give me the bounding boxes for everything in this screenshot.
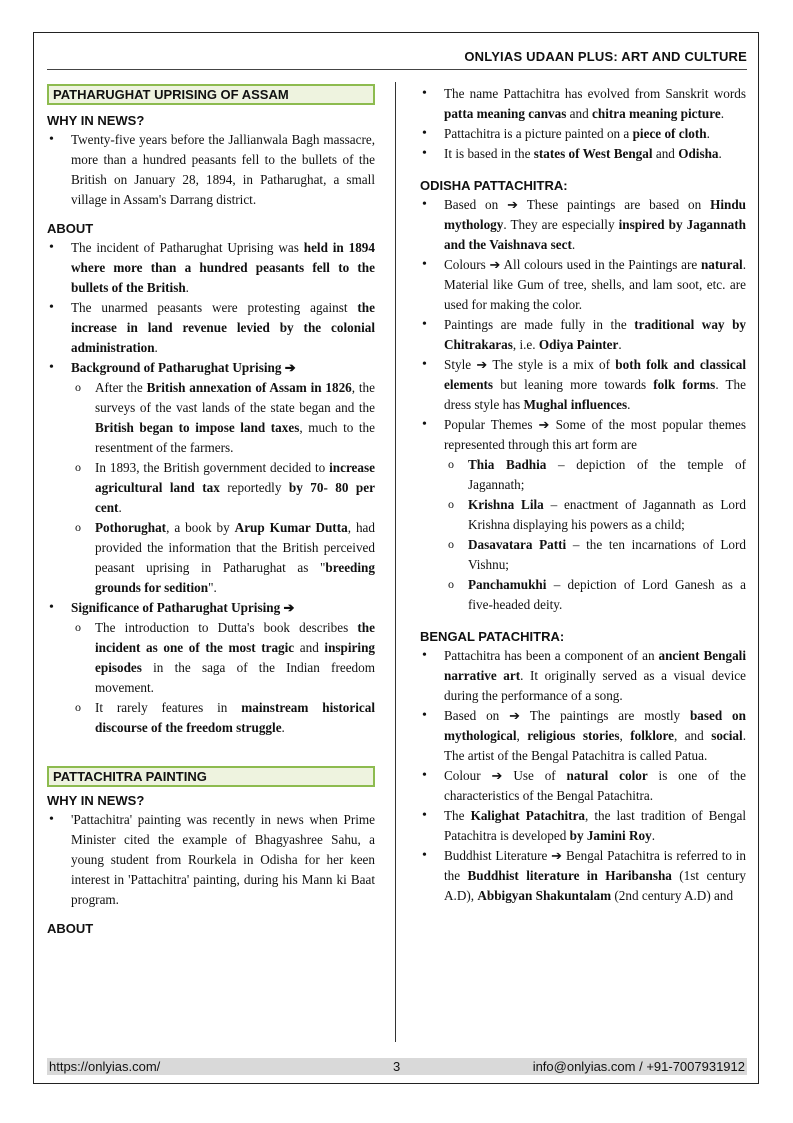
list-item: • Significance of Patharughat Uprising ➔ o The introduction to Dutta's book describes the incident as one of the most tragic and inspiring episodes in the saga of the Indian freedom movement. o It rarely features in mainstream historical discourse of the freedom struggle. [47,598,375,738]
list-item: • Paintings are made fully in the traditional way by Chitrakaras, i.e. Odiya Painter. [420,315,746,355]
list-item: • The unarmed peasants were protesting against the increase in land revenue levied by the colonial administration. [47,298,375,358]
list-item: • 'Pattachitra' painting was recently in news when Prime Minister cited the example of Bhagyashree Sahu, a young student from Rourkela in Odisha for her keen interest in 'Pattachitra' painting, during his Mann ki Baat program. [47,810,375,910]
odisha-heading: ODISHA PATTACHITRA: [420,178,568,193]
list-item: • Pattachitra is a picture painted on a piece of cloth. [420,124,746,144]
sub-list [47,378,375,598]
sub-list-item: o It rarely features in mainstream historical discourse of the freedom struggle. [47,698,375,738]
why-in-news-heading: WHY IN NEWS? [47,793,145,808]
section-title-pattachitra: PATTACHITRA PAINTING [47,766,375,787]
list-item: • Colour ➔ Use of natural color is one of the characteristics of the Bengal Patachitra. [420,766,746,806]
list-item: • Based on ➔ These paintings are based on Hindu mythology. They are especially inspired by Jagannath and the Vaishnava sect. [420,195,746,255]
why-in-news-list [47,810,375,910]
sub-list-item: o In 1893, the British government decided to increase agricultural land tax reportedly by 70- 80 per cent. [47,458,375,518]
list-item: • Style ➔ The style is a mix of both folk and classical elements but leaning more towards folk forms. The dress style has Mughal influences. [420,355,746,415]
bengal-list [420,646,746,906]
why-in-news-heading: WHY IN NEWS? [47,113,145,128]
intro-list [420,84,746,164]
right-column [420,84,746,906]
about-list [47,238,375,738]
sub-list-item: o Panchamukhi – depiction of Lord Ganesh as a five-headed deity. [420,575,746,615]
list-item: • The Kalighat Patachitra, the last tradition of Bengal Patachitra is developed by Jamini Roy. [420,806,746,846]
list-item: • Background of Patharughat Uprising ➔ o After the British annexation of Assam in 1826, the surveys of the vast lands of the state began and the British began to impose land taxes, much to the resentment of the farmers. o In 1893, the British government decided to increase agricultural land tax reportedly by 70- 80 per cent. o Pothorughat, a book by Arup Kumar Dutta, had provided the information that the British perceived peasant uprising in Patharughat as "breeding grounds for sedition". [47,358,375,598]
themes-list [420,455,746,615]
page-footer [47,1058,747,1075]
column-divider [395,82,396,1042]
sub-list-item: o After the British annexation of Assam in 1826, the surveys of the vast lands of the state began and the British began to impose land taxes, much to the resentment of the farmers. [47,378,375,458]
list-item: • Colours ➔ All colours used in the Paintings are natural. Material like Gum of tree, shells, and lam soot, etc. are used for making the color. [420,255,746,315]
footer-website-link[interactable]: https://onlyias.com/ [49,1059,161,1074]
list-item: • The name Pattachitra has evolved from Sanskrit words patta meaning canvas and chitra meaning picture. [420,84,746,124]
list-item: • Pattachitra has been a component of an ancient Bengali narrative art. It originally served as a visual device during the performance of a song. [420,646,746,706]
page-number: 3 [393,1059,401,1074]
why-in-news-list [47,130,375,210]
left-column [47,84,375,938]
section-title-patharughat: PATHARUGHAT UPRISING OF ASSAM [47,84,375,105]
list-item: • Buddhist Literature ➔ Bengal Patachitra is referred to in the Buddhist literature in Haribansha (1st century A.D), Abbigyan Shakuntalam (2nd century A.D) and [420,846,746,906]
page-header: ONLYIAS UDAAN PLUS: ART AND CULTURE [47,48,747,70]
odisha-list [420,195,746,615]
list-item: • The incident of Patharughat Uprising was held in 1894 where more than a hundred peasants fell to the bullets of the British. [47,238,375,298]
list-item: • Popular Themes ➔ Some of the most popular themes represented through this art form are o Thia Badhia – depiction of the temple of Jagannath; o Krishna Lila – enactment of Jagannath as Lord Krishna displaying his powers as a child; o Dasavatara Patti – the ten incarnations of Lord Vishnu; o Panchamukhi – depiction of Lord Ganesh as a five-headed deity. [420,415,746,615]
sub-list-item: o Pothorughat, a book by Arup Kumar Dutta, had provided the information that the British perceived peasant uprising in Patharughat as "breeding grounds for sedition". [47,518,375,598]
footer-contact: info@onlyias.com / +91-7007931912 [532,1059,745,1074]
sub-list-item: o Dasavatara Patti – the ten incarnations of Lord Vishnu; [420,535,746,575]
list-item: • Based on ➔ The paintings are mostly based on mythological, religious stories, folklore, and social. The artist of the Bengal Patachitra is called Patua. [420,706,746,766]
sub-list-item: o Thia Badhia – depiction of the temple of Jagannath; [420,455,746,495]
list-item: • It is based in the states of West Bengal and Odisha. [420,144,746,164]
sub-list [47,618,375,738]
bengal-heading: BENGAL PATACHITRA: [420,629,565,644]
list-item: • Twenty-five years before the Jallianwala Bagh massacre, more than a hundred peasants fell to the bullets of the British on January 28, 1894, in Patharughat, a small village in Assam's Darrang district. [47,130,375,210]
sub-list-item: o Krishna Lila – enactment of Jagannath as Lord Krishna displaying his powers as a child; [420,495,746,535]
sub-list-item: o The introduction to Dutta's book describes the incident as one of the most tragic and inspiring episodes in the saga of the Indian freedom movement. [47,618,375,698]
about-heading: ABOUT [47,221,94,236]
about-heading: ABOUT [47,921,94,936]
